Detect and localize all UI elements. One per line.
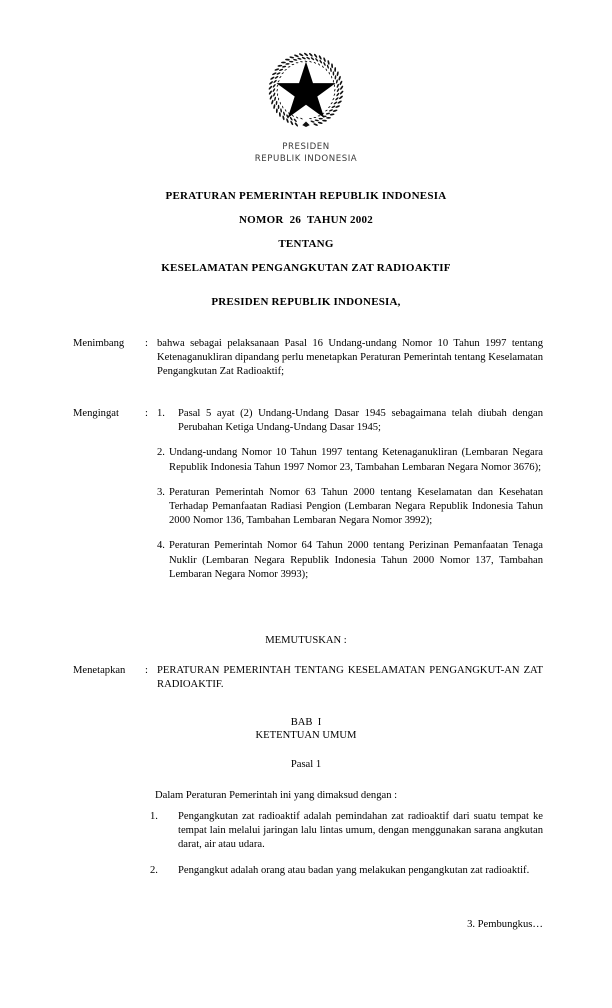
pasal-definition-list [150,810,543,889]
mengingat-clause [73,407,543,582]
menetapkan-label: Menetapkan [73,665,126,676]
mengingat-item [157,539,543,582]
pasal-definition-item [150,810,543,853]
emblem-block [0,46,612,165]
pasal-definition-item [150,864,543,878]
pasal-definition-number: 1. [150,811,158,822]
mengingat-item-number: 3. [157,486,165,498]
document-title-block [0,184,612,280]
mengingat-item [157,446,543,474]
memutuskan-heading: MEMUTUSKAN : [265,635,347,646]
menetapkan-text: PERATURAN PEMERINTAH TENTANG KESELAMATAN PENGANGKUT-AN ZAT RADIOAKTIF. [157,665,543,691]
bab-number: BAB I [290,717,322,728]
footer-catchword: 3. Pembungkus… [467,919,543,930]
mengingat-item-number: 4. [157,540,165,552]
mengingat-item-number: 2. [157,447,165,459]
mengingat-item-text: Pasal 5 ayat (2) Undang-Undang Dasar 1945 sebagaimana telah diubah dengan Perubahan Ketiga Undang-Undang Dasar 1945; [178,408,543,434]
menimbang-clause [73,337,543,380]
menimbang-label: Menimbang [73,338,125,349]
title-line-number: NOMOR 26 TAHUN 2002 [238,214,374,226]
bab-title: KETENTUAN UMUM [255,730,357,741]
title-line-tentang: TENTANG [278,238,334,250]
emblem-caption [0,142,612,165]
title-line-subject: KESELAMATAN PENGANGKUTAN ZAT RADIOAKTIF [161,262,451,274]
star-wreath-icon [260,46,352,138]
emblem-caption-line-1: PRESIDEN [282,142,330,152]
pasal-intro-text: Dalam Peraturan Pemerintah ini yang dimaksud dengan : [155,790,398,801]
mengingat-list [157,407,543,582]
pasal-definition-text: Pengangkutan zat radioaktif adalah pemindahan zat radioaktif dari suatu tempat ke tempat lain melalui jaringan lalu lintas umum, dengan menggunakan sarana angkutan darat, air atau udara. [178,811,543,851]
mengingat-item [157,407,543,435]
menetapkan-clause [73,664,543,692]
mengingat-colon: : [145,408,148,419]
mengingat-item-text: Peraturan Pemerintah Nomor 64 Tahun 2000 tentang Perizinan Pemanfaatan Tenaga Nuklir (Lembaran Negara Republik Indonesia Tahun 2000 Nomor 137, Tambahan Lembaran Negara Nomor 3993); [169,540,543,580]
menimbang-text: bahwa sebagai pelaksanaan Pasal 16 Undang-undang Nomor 10 Tahun 1997 tentang Ketenaganukliran dipandang perlu menetapkan Peraturan Pemerintah tentang Keselamatan Pengangkutan Zat Radioaktif; [157,338,543,378]
mengingat-item-number: 1. [157,408,165,419]
mengingat-label: Mengingat [73,408,119,419]
pasal-definition-number: 2. [150,864,158,876]
menimbang-colon: : [145,338,148,349]
presidential-emblem [260,46,352,138]
mengingat-item-text: Peraturan Pemerintah Nomor 63 Tahun 2000 tentang Keselamatan dan Kesehatan Terhadap Pemanfaatan Radiasi Pengion (Lembaran Negara Republik Indonesia Tahun 2000 Nomor 136, Tambahan Lembaran Negara Nomor 3992); [169,486,543,527]
mengingat-item [157,486,543,529]
pasal-definition-text: Pengangkut adalah orang atau badan yang melakukan pengangkutan zat radioaktif. [178,864,530,876]
menetapkan-colon: : [145,665,148,676]
title-line-regulation: PERATURAN PEMERINTAH REPUBLIK INDONESIA [165,190,447,202]
mengingat-item-text: Undang-undang Nomor 10 Tahun 1997 tentang Ketenaganukliran (Lembaran Negara Republik Indonesia Tahun 1997 Nomor 23, Tambahan Lembaran Negara Nomor 3676); [169,447,543,473]
presiden-heading: PRESIDEN REPUBLIK INDONESIA, [211,296,401,308]
emblem-caption-line-2: REPUBLIK INDONESIA [254,153,358,164]
pasal-heading: Pasal 1 [290,759,322,770]
